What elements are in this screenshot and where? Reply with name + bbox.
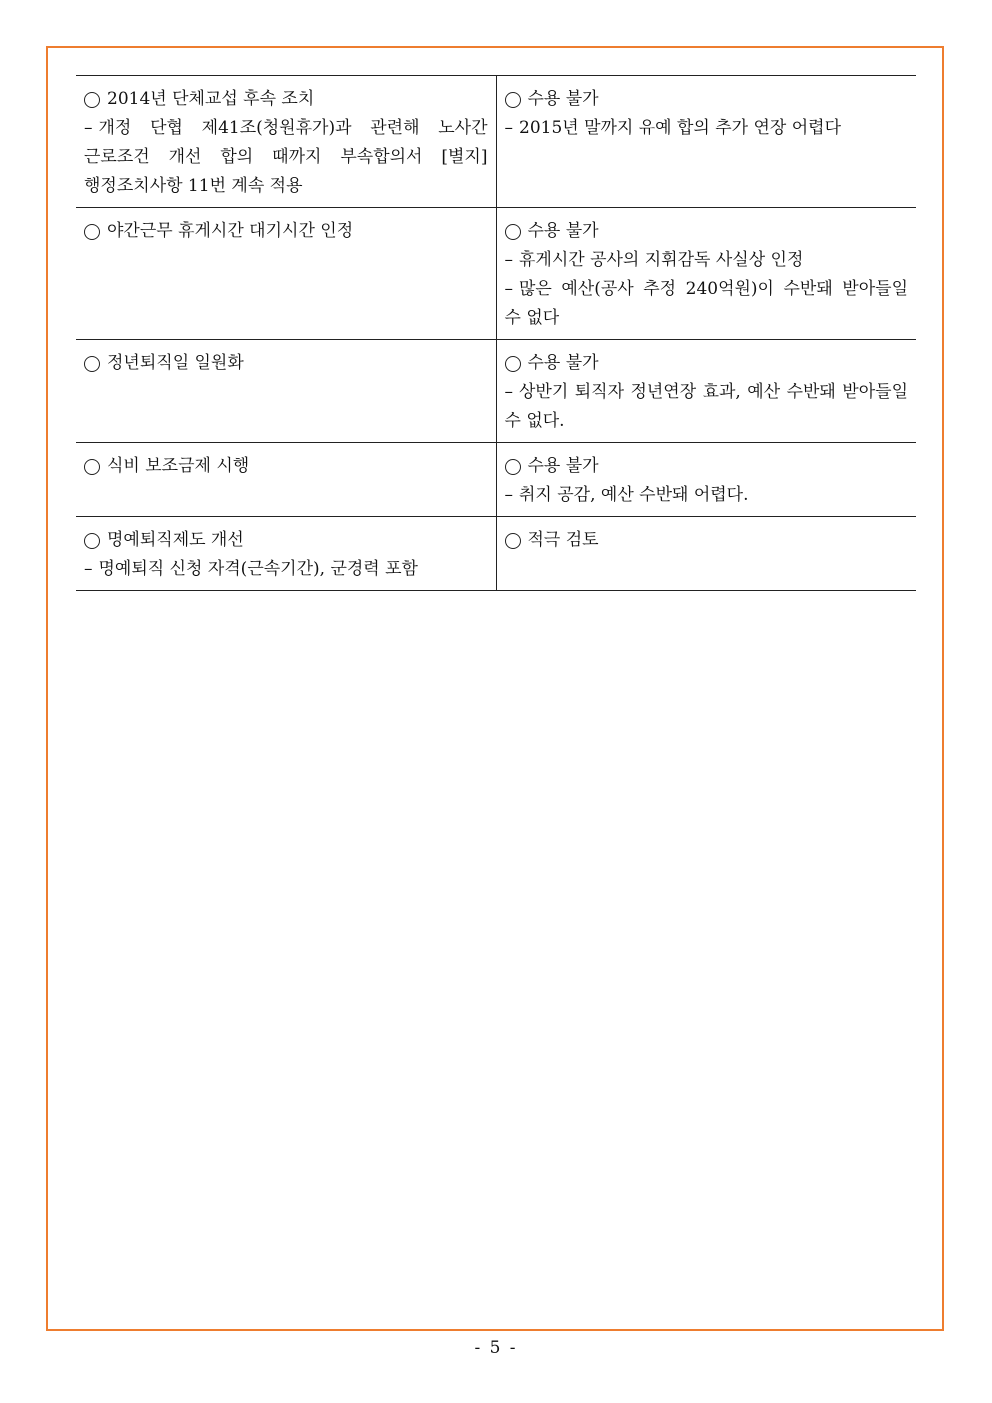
circle-bullet-icon: [505, 92, 521, 108]
demand-heading: 식비 보조금제 시행: [84, 452, 488, 481]
response-detail: – 2015년 말까지 유예 합의 추가 연장 어렵다: [504, 118, 842, 138]
demand-cell: [76, 443, 496, 517]
response-heading: 적극 검토: [505, 526, 909, 555]
demands-response-table: [76, 75, 916, 591]
circle-bullet-icon: [505, 224, 521, 240]
response-cell: [496, 340, 916, 443]
demand-heading: 명예퇴직제도 개선: [84, 526, 488, 555]
response-detail: – 많은 예산(공사 추정 240억원)이 수반돼 받아들일 수 없다: [504, 279, 908, 328]
response-heading: 수용 불가: [505, 85, 909, 114]
demand-detail: – 명예퇴직 신청 자격(근속기간), 군경력 포함: [84, 559, 418, 579]
demand-cell: [76, 208, 496, 340]
response-heading: 수용 불가: [505, 452, 909, 481]
response-cell: [496, 208, 916, 340]
table-row: [76, 517, 916, 591]
response-cell: [496, 517, 916, 591]
circle-bullet-icon: [84, 92, 100, 108]
demand-cell: [76, 76, 496, 208]
table-row: [76, 340, 916, 443]
response-heading: 수용 불가: [505, 217, 909, 246]
circle-bullet-icon: [84, 356, 100, 372]
response-cell: [496, 76, 916, 208]
demand-detail: – 개정 단협 제41조(청원휴가)과 관련해 노사간 근로조건 개선 합의 때까지 부속합의서 [별지]행정조치사항 11번 계속 적용: [84, 118, 488, 196]
circle-bullet-icon: [84, 459, 100, 475]
circle-bullet-icon: [505, 533, 521, 549]
response-heading: 수용 불가: [505, 349, 909, 378]
circle-bullet-icon: [505, 356, 521, 372]
response-detail: – 취지 공감, 예산 수반돼 어렵다.: [504, 485, 749, 505]
response-cell: [496, 443, 916, 517]
demand-heading: 정년퇴직일 일원화: [84, 349, 488, 378]
circle-bullet-icon: [505, 459, 521, 475]
demand-cell: [76, 340, 496, 443]
demand-heading: 야간근무 휴게시간 대기시간 인정: [84, 217, 488, 246]
table-row: [76, 76, 916, 208]
response-detail: – 휴게시간 공사의 지휘감독 사실상 인정: [504, 250, 804, 270]
demand-cell: [76, 517, 496, 591]
page-number: - 5 -: [474, 1338, 518, 1358]
circle-bullet-icon: [84, 533, 100, 549]
table-row: [76, 443, 916, 517]
circle-bullet-icon: [84, 224, 100, 240]
demand-heading: 2014년 단체교섭 후속 조치: [84, 85, 488, 114]
response-detail: – 상반기 퇴직자 정년연장 효과, 예산 수반돼 받아들일 수 없다.: [504, 382, 908, 431]
table-row: [76, 208, 916, 340]
